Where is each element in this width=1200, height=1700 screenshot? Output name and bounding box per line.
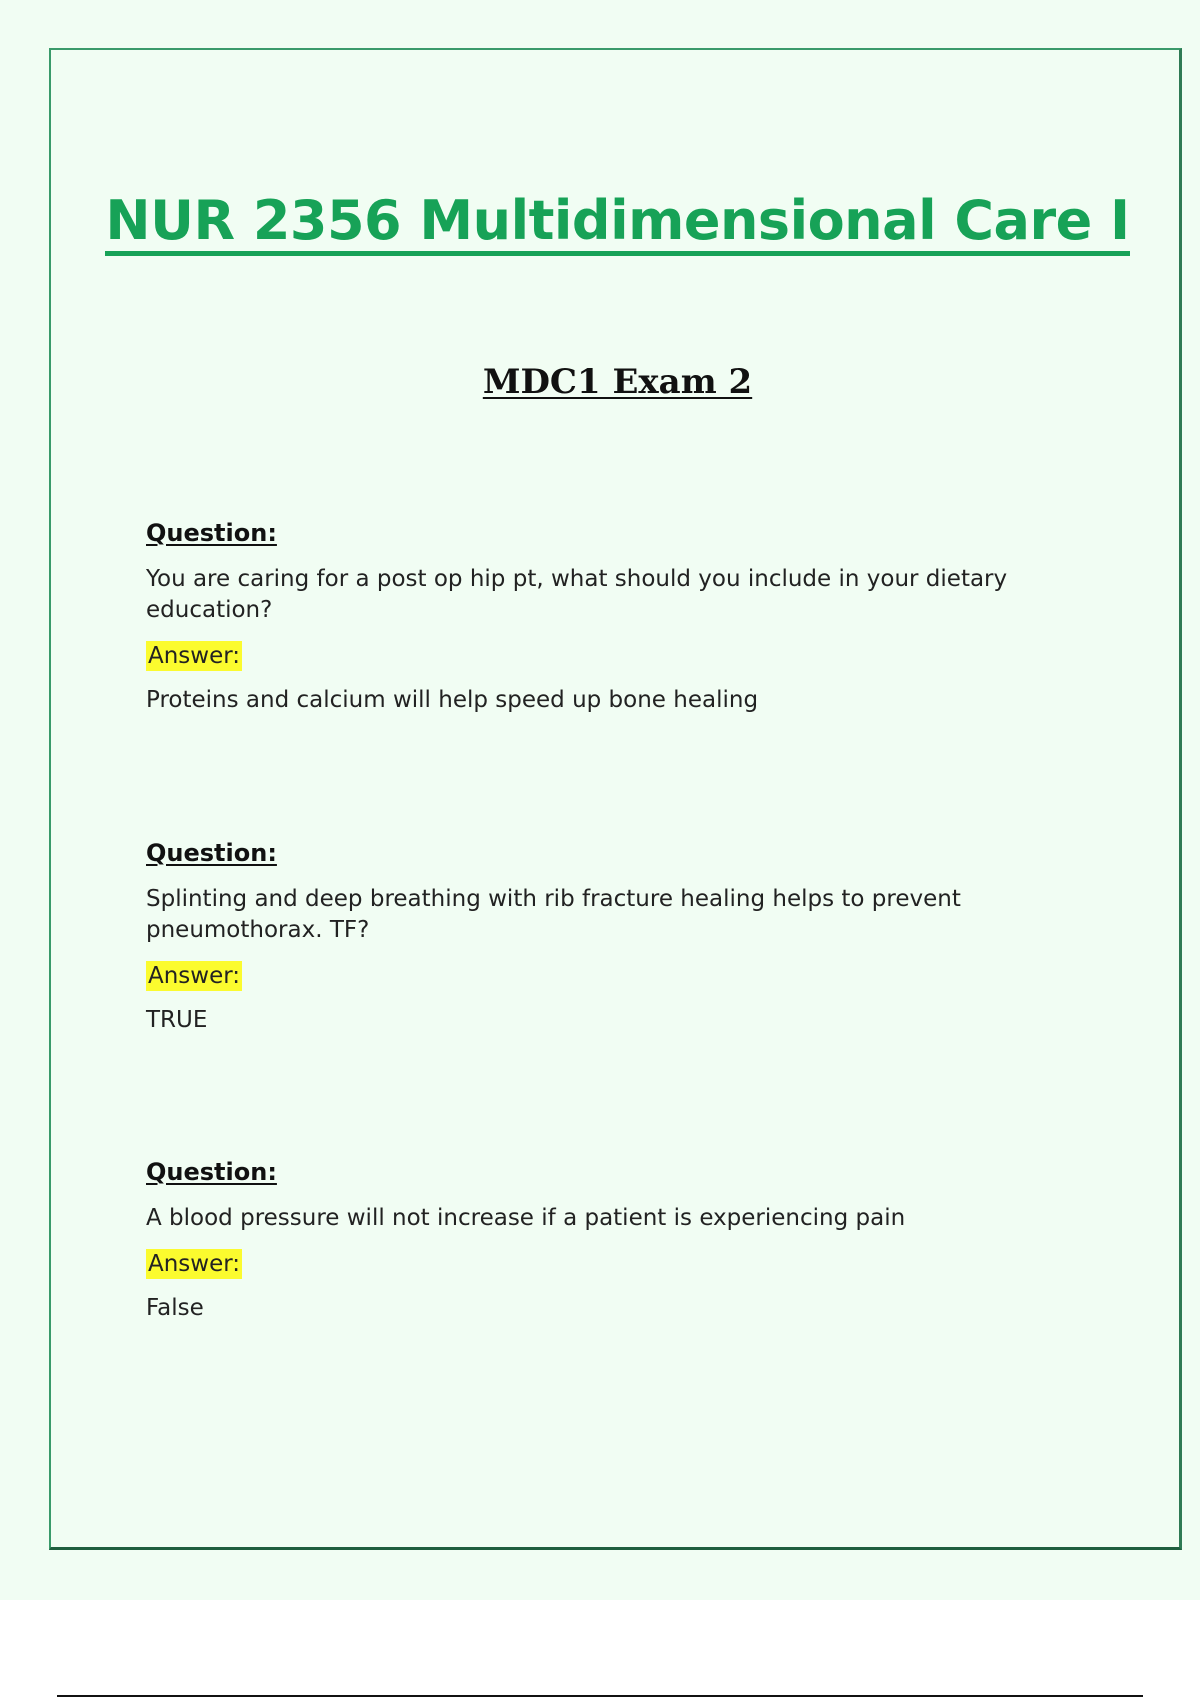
answer-text: False: [146, 1295, 204, 1321]
question-text: You are caring for a post op hip pt, what should you include in your dietary education?: [146, 566, 1008, 623]
document-frame: [49, 48, 1182, 1550]
qa-item: [146, 518, 1126, 716]
question-text: A blood pressure will not increase if a patient is experiencing pain: [146, 1205, 906, 1231]
qa-item: [146, 838, 1126, 1036]
question-label: Question:: [146, 839, 277, 867]
answer-label: Answer:: [148, 1251, 241, 1277]
question-text: Splinting and deep breathing with rib fracture healing helps to prevent pneumothorax. TF?: [146, 886, 961, 943]
answer-text: Proteins and calcium will help speed up bone healing: [146, 687, 759, 713]
exam-title: [51, 362, 1184, 402]
qa-item: [146, 1157, 1126, 1324]
course-title: [51, 190, 1184, 256]
question-label: Question:: [146, 519, 277, 547]
answer-label: Answer:: [148, 643, 241, 669]
answer-label: Answer:: [148, 963, 241, 989]
answer-text: TRUE: [146, 1007, 208, 1033]
footer-divider: [57, 1695, 1143, 1697]
exam-title-text: MDC1 Exam 2: [482, 362, 753, 402]
course-title-text: NUR 2356 Multidimensional Care I: [105, 191, 1129, 256]
question-label: Question:: [146, 1158, 277, 1186]
